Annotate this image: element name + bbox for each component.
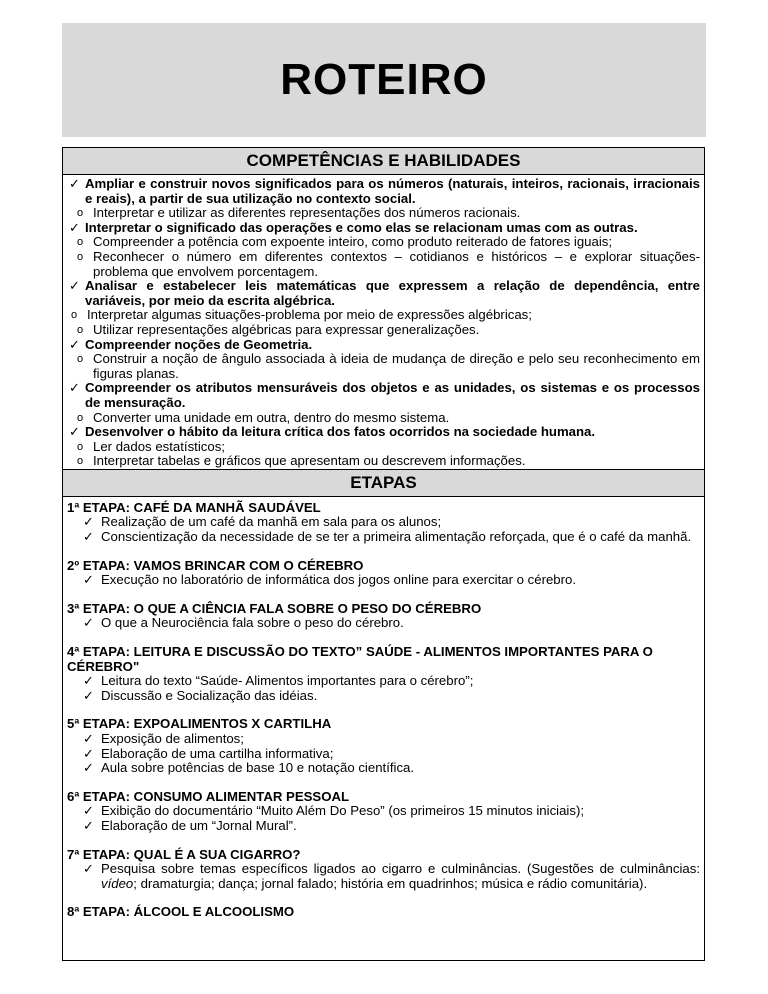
etapa-title: 3ª ETAPA: O QUE A CIÊNCIA FALA SOBRE O PESO DO CÉREBRO [67,600,482,616]
bullet-icon: o [77,440,84,453]
check-icon: ✓ [83,514,95,530]
competencia-item [69,381,700,410]
etapa-title: 1ª ETAPA: CAFÉ DA MANHÃ SAUDÁVEL [67,499,321,515]
competencia-item [69,440,700,455]
competencia-text: Interpretar e utilizar as diferentes representações dos números racionais. [93,205,521,221]
bullet-icon: o [71,309,78,322]
competencia-item [69,250,700,279]
check-icon: ✓ [69,336,81,352]
etapa-item-text: Realização de um café da manhã em sala para os alunos; [101,514,442,530]
competencias-heading: COMPETÊNCIAS E HABILIDADES [63,148,704,175]
competencia-text: Reconhecer o número em diferentes contextos – cotidianos e históricos – e explorar situações-problema que envolvem porcentagem. [93,248,700,279]
bullet-icon: o [77,250,84,263]
competencia-item [69,338,700,353]
check-icon: ✓ [83,817,95,833]
etapa-item-text: O que a Neurociência fala sobre o peso do cérebro. [101,615,404,631]
etapas-heading: ETAPAS [63,469,704,497]
etapa-item [67,747,700,762]
bullet-icon: o [77,207,84,220]
check-icon: ✓ [69,380,81,396]
etapa-title: 7ª ETAPA: QUAL É A SUA CIGARRO? [67,846,301,862]
check-icon: ✓ [83,745,95,761]
etapa-item-text: Leitura do texto “Saúde- Alimentos importantes para o cérebro”; [101,673,474,689]
check-icon: ✓ [83,803,95,819]
competencia-text: Construir a noção de ângulo associada à ideia de mudança de direção e pelo seu reconhecimento em figuras planas. [93,351,700,381]
competencia-text: Compreender a potência com expoente inteiro, como produto reiterado de fatores iguais; [93,234,613,250]
etapa-title: 6ª ETAPA: CONSUMO ALIMENTAR PESSOAL [67,788,350,804]
competencia-text: Interpretar algumas situações-problema por meio de expressões algébricas; [87,307,532,323]
competencia-item [69,177,700,206]
check-icon: ✓ [83,572,95,588]
etapa-item-text: Exibição do documentário “Muito Além Do Peso” (os primeiros 15 minutos iniciais); [101,803,585,819]
competencia-text: Converter uma unidade em outra, dentro do mesmo sistema. [93,409,450,425]
competencias-list [63,175,704,469]
competencia-item [69,235,700,250]
etapa-block [67,905,700,920]
etapa-item [67,862,700,891]
check-icon: ✓ [83,687,95,703]
etapa-item [67,616,700,631]
bullet-icon: o [77,353,84,366]
check-icon: ✓ [83,760,95,776]
etapa-block [67,602,700,631]
etapa-title: 5ª ETAPA: EXPOALIMENTOS X CARTILHA [67,716,332,732]
etapa-item [67,732,700,747]
etapa-item-text: Conscientização da necessidade de se ter a primeira alimentação reforçada, que é o café da manhã. [101,529,692,545]
bullet-icon: o [77,236,84,249]
etapa-block [67,717,700,775]
etapa-item [67,761,700,776]
bullet-icon: o [77,411,84,424]
etapa-item-text: Execução no laboratório de informática dos jogos online para exercitar o cérebro. [101,572,577,588]
check-icon: ✓ [69,278,81,294]
etapa-title: 2º ETAPA: VAMOS BRINCAR COM O CÉREBRO [67,557,364,573]
etapas-list [63,497,704,920]
etapa-item-text: Discussão e Socialização das idéias. [101,687,318,703]
etapa-title: 4ª ETAPA: LEITURA E DISCUSSÃO DO TEXTO” SAÚDE - ALIMENTOS IMPORTANTES PARA O CÉREBRO" [67,644,653,674]
etapa-item [67,804,700,819]
etapa-item [67,515,700,530]
competencia-item [69,279,700,308]
competencia-item [69,323,700,338]
check-icon: ✓ [69,424,81,440]
competencia-text: Ampliar e construir novos significados para os números (naturais, inteiros, racionais, irracionais e reais), a partir de sua utilização no contexto social. [85,176,700,206]
competencia-text: Compreender noções de Geometria. [85,336,313,352]
page-title: ROTEIRO [280,55,488,104]
etapa-item [67,530,700,545]
etapa-block [67,501,700,545]
competencia-item [69,221,700,236]
etapa-block [67,848,700,892]
check-icon: ✓ [83,731,95,746]
competencia-text: Ler dados estatísticos; [93,438,225,454]
etapa-title: 8ª ETAPA: ÁLCOOL E ALCOOLISMO [67,904,295,920]
check-icon: ✓ [83,673,95,689]
etapa-item-text: Exposição de alimentos; [101,731,244,746]
check-icon: ✓ [69,219,81,235]
etapa-block [67,790,700,834]
roteiro-table [62,147,705,961]
competencia-text: Utilizar representações algébricas para expressar generalizações. [93,321,480,337]
etapa-block [67,645,700,703]
etapa-item-text: Elaboração de um “Jornal Mural”. [101,817,297,833]
competencia-text: Analisar e estabelecer leis matemáticas que expressem a relação de dependência, entre variáveis, por meio da escrita algébrica. [85,278,700,308]
etapa-item [67,674,700,689]
check-icon: ✓ [83,529,95,545]
etapa-item-text: Elaboração de uma cartilha informativa; [101,745,334,761]
title-banner [62,23,706,137]
etapa-item [67,689,700,704]
competencia-item [69,411,700,426]
competencia-text: Interpretar tabelas e gráficos que apresentam ou descrevem informações. [93,453,526,469]
check-icon: ✓ [69,176,81,191]
etapa-item [67,573,700,588]
competencia-item [69,308,700,323]
etapa-item-text: Pesquisa sobre temas específicos ligados ao cigarro e culminâncias. (Sugestões de culminâncias: vídeo; dramaturgia; dança; jornal falado; história em quadrinhos; música e rádio comunitária). [101,861,700,891]
competencia-item [69,425,700,440]
etapa-block [67,559,700,588]
competencia-item [69,206,700,221]
etapa-item-text: Aula sobre potências de base 10 e notação científica. [101,760,415,776]
competencia-text: Desenvolver o hábito da leitura crítica dos fatos ocorridos na sociedade humana. [85,424,596,440]
check-icon: ✓ [83,861,95,877]
bullet-icon: o [77,455,84,468]
competencia-item [69,352,700,381]
competencia-text: Compreender os atributos mensuráveis dos objetos e as unidades, os sistemas e os processos de mensuração. [85,380,700,410]
bullet-icon: o [77,323,84,336]
competencia-item [69,454,700,469]
check-icon: ✓ [83,615,95,631]
competencia-text: Interpretar o significado das operações e como elas se relacionam umas com as outras. [85,219,638,235]
etapa-item [67,819,700,834]
